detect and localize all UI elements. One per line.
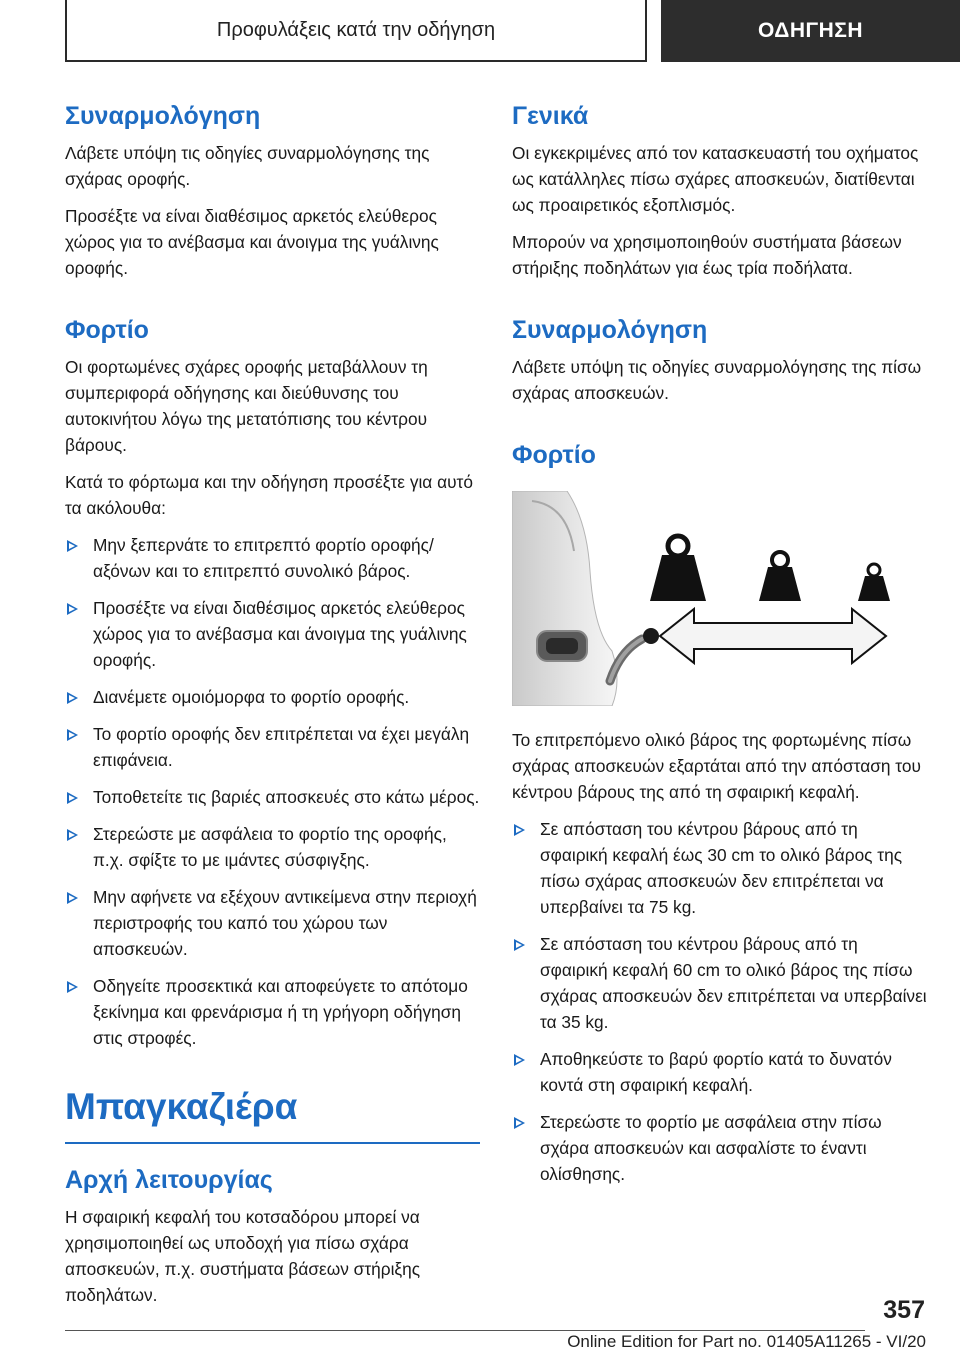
list-item: Στερεώστε το φορτίο με ασφάλεια στην πίσω σχάρα αποσκευών και ασφαλίστε το έναντι ολίσθησης. xyxy=(512,1109,927,1187)
paragraph: Η σφαιρική κεφαλή του κοτσαδόρου μπορεί να χρησιμοποιηθεί ως υποδοχή για πίσω σχάρα αποσκευών, π.χ. συστήματα βάσεων στήριξης ποδηλάτων. xyxy=(65,1207,421,1305)
list-item: Αποθηκεύστε το βαρύ φορτίο κατά το δυνατόν κοντά στη σφαιρική κεφαλή. xyxy=(512,1046,927,1098)
triangle-bullet-icon xyxy=(67,603,78,615)
tow-load-diagram xyxy=(512,491,927,706)
paragraph: Λάβετε υπόψη τις οδηγίες συναρμολόγησης της πίσω σχάρας αποσκευών. xyxy=(512,357,922,403)
triangle-bullet-icon xyxy=(67,792,78,804)
bullet-list xyxy=(512,816,927,1187)
triangle-bullet-icon xyxy=(67,692,78,704)
page-header xyxy=(65,0,960,62)
bullet-list xyxy=(65,532,480,1051)
tow-hitch xyxy=(610,639,642,681)
general-heading: Γενικά xyxy=(512,102,589,130)
triangle-bullet-icon xyxy=(67,829,78,841)
triangle-bullet-icon xyxy=(514,1117,525,1129)
list-item: Σε απόσταση του κέντρου βάρους από τη σφαιρική κεφαλή έως 30 cm το ολικό βάρος της πίσω σχάρας αποσκευών δεν επιτρέπεται να υπερβαίνει τα 75 kg. xyxy=(512,816,927,920)
list-item: Μην ξεπερνάτε το επιτρεπτό φορτίο οροφής/αξόνων και το επιτρεπτό συνολικό βάρος. xyxy=(65,532,480,584)
load-heading: Φορτίο xyxy=(65,316,149,344)
triangle-bullet-icon xyxy=(67,729,78,741)
heading-rule xyxy=(65,1142,480,1144)
paragraph: Μπορούν να χρησιμοποιηθούν συστήματα βάσεων στήριξης ποδηλάτων για έως τρία ποδήλατα. xyxy=(512,232,902,278)
mount-heading-2: Συναρμολόγηση xyxy=(512,316,708,344)
chapter-heading: Μπαγκαζιέρα xyxy=(65,1086,298,1127)
weight-large-icon xyxy=(650,536,706,601)
paragraph: Κατά το φόρτωμα και την οδήγηση προσέξτε για αυτό τα ακόλουθα: xyxy=(65,472,473,518)
triangle-bullet-icon xyxy=(514,939,525,951)
left-column xyxy=(65,100,480,1319)
right-column xyxy=(512,100,927,1198)
paragraph: Οι φορτωμένες σχάρες οροφής μεταβάλλουν τη συμπεριφορά οδήγησης και διεύθυνσης του αυτοκινήτου λόγω της μετατόπισης του κέντρου βάρους. xyxy=(65,357,428,455)
ball-head-icon xyxy=(643,628,659,644)
list-item: Στερεώστε με ασφάλεια το φορτίο της οροφής, π.χ. σφίξτε το με ιμάντες σύσφιγξης. xyxy=(65,821,480,873)
list-item: Προσέξτε να είναι διαθέσιμος αρκετός ελεύθερος χώρος για το ανέβασμα και άνοιγμα της γυάλινης οροφής. xyxy=(65,595,480,673)
list-item: Σε απόσταση του κέντρου βάρους από τη σφαιρική κεφαλή 60 cm το ολικό βάρος της πίσω σχάρας αποσκευών δεν επιτρέπεται να υπερβαίνει τα 35 kg. xyxy=(512,931,927,1035)
triangle-bullet-icon xyxy=(67,981,78,993)
mount-heading: Συναρμολόγηση xyxy=(65,102,261,130)
weight-small-icon xyxy=(858,564,890,601)
footer-edition: Online Edition for Part no. 01405A11265 - VI/20 xyxy=(567,1332,926,1351)
list-item: Μην αφήνετε να εξέχουν αντικείμενα στην περιοχή περιστροφής του καπό του χώρου των αποσκευών. xyxy=(65,884,480,962)
triangle-bullet-icon xyxy=(514,1054,525,1066)
chapter-title: Προφυλάξεις κατά την οδήγηση xyxy=(65,0,647,62)
triangle-bullet-icon xyxy=(67,892,78,904)
weight-medium-icon xyxy=(759,552,801,601)
list-item: Οδηγείτε προσεκτικά και αποφεύγετε το απότομο ξεκίνημα και φρενάρισμα ή τη γρήγορη οδήγηση στις στροφές. xyxy=(65,973,480,1051)
section-label: ΟΔΗΓΗΣΗ xyxy=(661,0,960,62)
page-number: 357 xyxy=(883,1296,925,1324)
paragraph: Προσέξτε να είναι διαθέσιμος αρκετός ελεύθερος χώρος για το ανέβασμα και άνοιγμα της γυάλινης οροφής. xyxy=(65,206,439,278)
paragraph: Οι εγκεκριμένες από τον κατασκευαστή του οχήματος ως κατάλληλες πίσω σχάρες αποσκευών, διατίθενται ως προαιρετικός εξοπλισμός. xyxy=(512,143,919,215)
list-item: Το φορτίο οροφής δεν επιτρέπεται να έχει μεγάλη επιφάνεια. xyxy=(65,721,480,773)
footer-divider xyxy=(65,1330,865,1331)
list-item: Διανέμετε ομοιόμορφα το φορτίο οροφής. xyxy=(65,684,480,710)
paragraph: Το επιτρεπόμενο ολικό βάρος της φορτωμένης πίσω σχάρας αποσκευών εξαρτάται από την απόσταση του κέντρου βάρους της από τη σφαιρική κεφαλή. xyxy=(512,730,921,802)
principle-heading: Αρχή λειτουργίας xyxy=(65,1166,273,1194)
load-heading-2: Φορτίο xyxy=(512,441,596,469)
triangle-bullet-icon xyxy=(67,540,78,552)
list-item: Τοποθετείτε τις βαριές αποσκευές στο κάτω μέρος. xyxy=(65,784,480,810)
paragraph: Λάβετε υπόψη τις οδηγίες συναρμολόγησης της σχάρας οροφής. xyxy=(65,143,430,189)
distance-arrow-icon xyxy=(660,609,886,663)
triangle-bullet-icon xyxy=(514,824,525,836)
